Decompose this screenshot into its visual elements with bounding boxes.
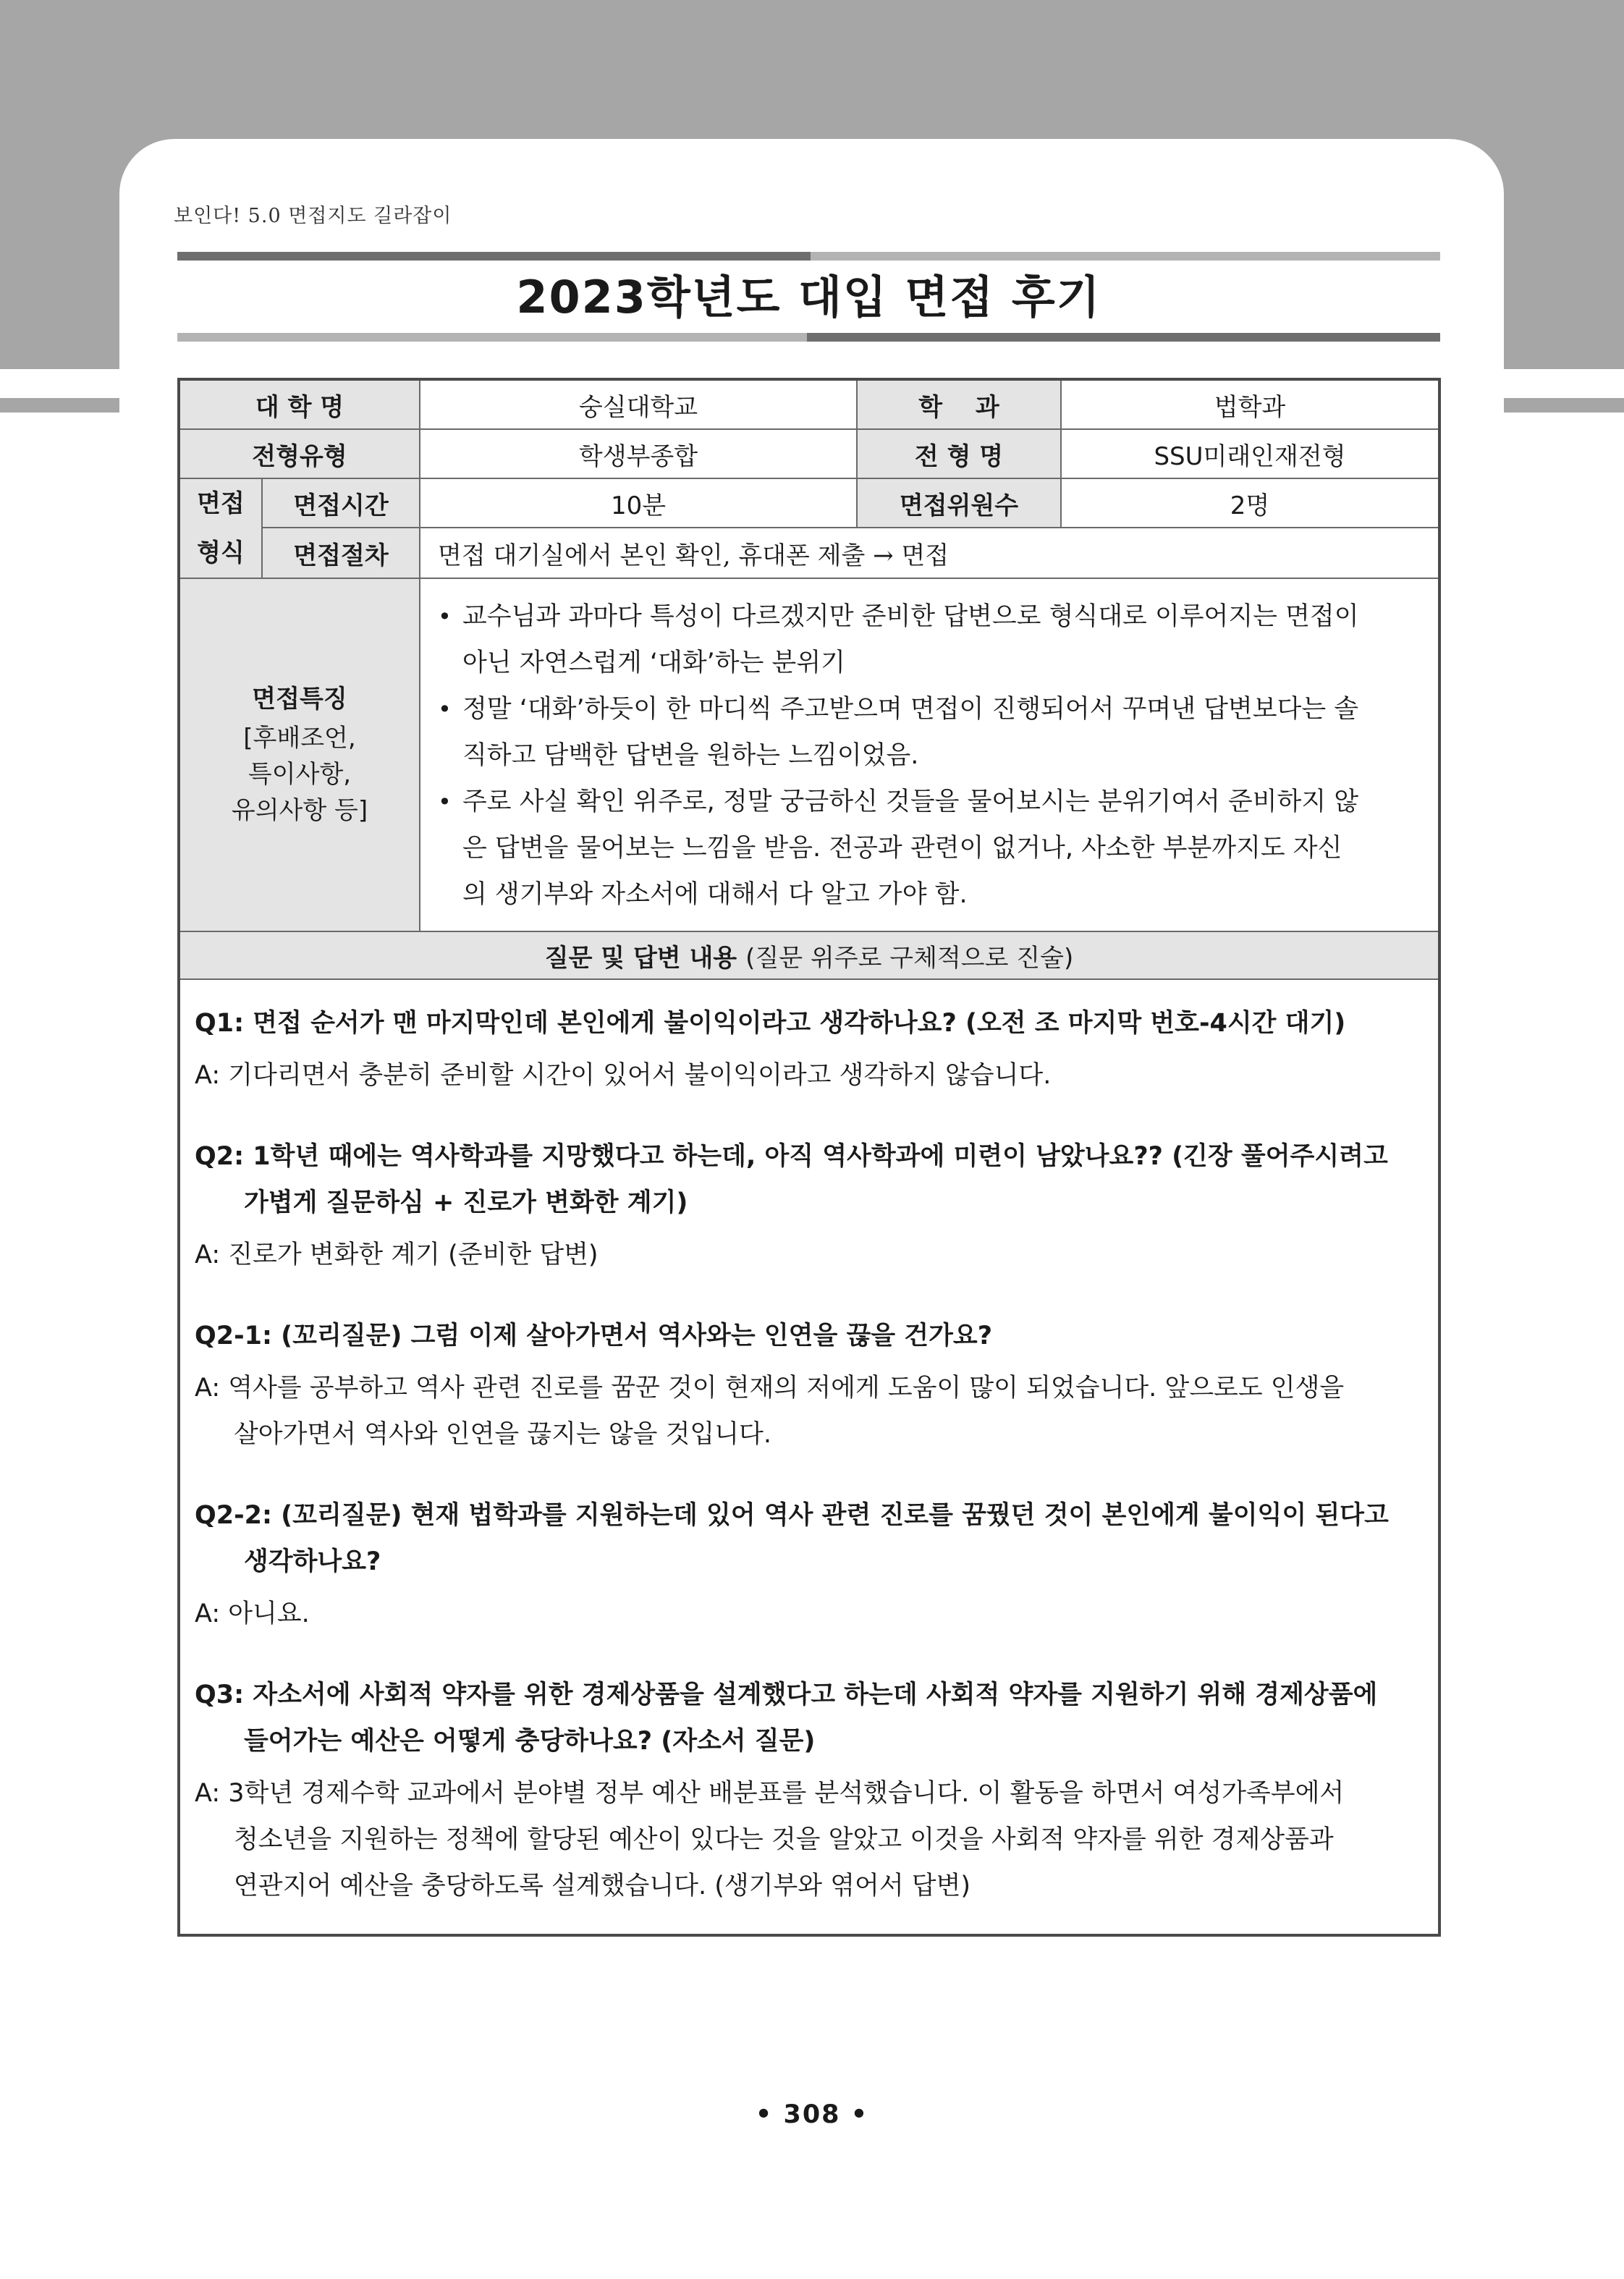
time-label: 면접시간 (263, 479, 420, 527)
question-line: Q3: 자소서에 사회적 약자를 위한 경제상품을 설계했다고 하는데 사회적 약자를 지원하기 위해 경제상품에 (195, 1680, 1378, 1709)
qa-item (195, 1492, 1424, 1637)
university-label: 대 학 명 (180, 381, 420, 428)
bullet-dot-icon: • (438, 788, 452, 816)
admission-type-label: 전형유형 (180, 430, 420, 478)
university-value: 숭실대학교 (420, 381, 858, 428)
answer-line: 연관지어 예산을 충당하도록 설계했습니다. (생기부와 엮어서 답변) (234, 1872, 971, 1900)
features-label-title: 면접특징 (252, 685, 347, 714)
title-rule-top (177, 252, 1440, 261)
answer-line: A: 역사를 공부하고 역사 관련 진로를 꿈꾼 것이 현재의 저에게 도움이 많이 되었습니다. 앞으로도 인생을 (195, 1374, 1345, 1403)
question (195, 1133, 1424, 1226)
features-label-line3: 특이사항, (248, 760, 352, 789)
format-label (180, 479, 263, 578)
question (195, 1492, 1424, 1585)
feature-line: 은 답변을 물어보는 느낌을 받음. 전공과 관련이 없거나, 사소한 부분까지도 자신 (462, 834, 1342, 863)
interviewers-value: 2명 (1062, 479, 1438, 527)
info-row-time (263, 479, 1438, 528)
admission-name-value: SSU미래인재전형 (1062, 430, 1438, 478)
admission-name-label: 전 형 명 (858, 430, 1062, 478)
format-subrows (263, 479, 1438, 578)
bullet-dot-icon: • (438, 603, 452, 630)
question-line: Q2-2: (꼬리질문) 현재 법학과를 지원하는데 있어 역사 관련 진로를 꿈꿨던 것이 본인에게 불이익이 된다고 (195, 1501, 1389, 1530)
answer-line: A: 3학년 경제수학 교과에서 분야별 정부 예산 배분표를 분석했습니다. 이 활동을 하면서 여성가족부에서 (195, 1779, 1345, 1808)
page-edge-tab-left (0, 398, 119, 413)
page-edge-tab-right (1504, 398, 1624, 413)
title-rule-bottom (177, 333, 1440, 342)
answer (195, 1232, 1424, 1278)
qa-item (195, 1672, 1424, 1909)
answer (195, 1770, 1424, 1909)
feature-bullet (438, 686, 1424, 779)
answer (195, 1365, 1424, 1458)
question-line: 가볍게 질문하심 + 진로가 변화한 계기) (244, 1188, 688, 1217)
department-value: 법학과 (1062, 381, 1438, 428)
format-label-line1: 면접 (197, 489, 245, 518)
qa-item (195, 1313, 1424, 1458)
info-row-admission (180, 430, 1438, 479)
feature-line: 주로 사실 확인 위주로, 정말 궁금하신 것들을 물어보시는 분위기여서 준비하지 않 (462, 787, 1359, 816)
feature-line: 정말 ‘대화’하듯이 한 마디씩 주고받으며 면접이 진행되어서 꾸며낸 답변보다는 솔 (462, 695, 1359, 724)
question-line: Q2-1: (꼬리질문) 그럼 이제 살아가면서 역사와는 인연을 끊을 건가요? (195, 1322, 993, 1350)
qa-section-header (180, 932, 1438, 980)
interview-info-table (177, 378, 1441, 1937)
answer-line: 청소년을 지원하는 정책에 할당된 예산이 있다는 것을 알았고 이것을 사회적 약자를 위한 경제상품과 (234, 1825, 1334, 1854)
feature-line: 아닌 자연스럽게 ‘대화’하는 분위기 (462, 648, 845, 677)
qa-header-title: 질문 및 답변 내용 (544, 943, 737, 973)
answer-line: A: 진로가 변화한 계기 (준비한 답변) (195, 1240, 599, 1269)
question-line: 들어가는 예산은 어떻게 충당하나요? (자소서 질문) (244, 1727, 816, 1756)
admission-type-value: 학생부종합 (420, 430, 858, 478)
page-number: • 308 • (755, 2100, 869, 2129)
question (195, 1672, 1424, 1764)
procedure-value: 면접 대기실에서 본인 확인, 휴대폰 제출 → 면접 (420, 528, 1438, 578)
info-row-university (180, 381, 1438, 430)
running-head: 보인다! 5.0 면접지도 길라잡이 (174, 205, 452, 227)
info-row-procedure (263, 528, 1438, 578)
qa-item (195, 1133, 1424, 1278)
feature-bullet (438, 779, 1424, 918)
features-label (180, 579, 420, 931)
features-list (420, 579, 1438, 931)
feature-bullet (438, 593, 1424, 686)
features-row (180, 579, 1438, 932)
answer (195, 1591, 1424, 1637)
answer-line: 살아가면서 역사와 인연을 끊지는 않을 것입니다. (234, 1420, 771, 1449)
answer-line: A: 아니요. (195, 1599, 310, 1628)
feature-line: 교수님과 과마다 특성이 다르겠지만 준비한 답변으로 형식대로 이루어지는 면접이 (462, 602, 1359, 631)
page-title: 2023학년도 대입 면접 후기 (516, 271, 1101, 324)
features-label-line2: [후배조언, (243, 724, 356, 753)
feature-line: 의 생기부와 자소서에 대해서 다 알고 가야 함. (462, 880, 968, 909)
question-line: Q1: 면접 순서가 맨 마지막인데 본인에게 불이익이라고 생각하나요? (오전 조 마지막 번호-4시간 대기) (195, 1009, 1346, 1038)
question-line: 생각하나요? (244, 1547, 381, 1576)
qa-header-note: (질문 위주로 구체적으로 진술) (745, 943, 1074, 973)
bullet-dot-icon: • (438, 695, 452, 723)
info-row-format (180, 479, 1438, 579)
time-value: 10분 (420, 479, 858, 527)
interviewers-label: 면접위원수 (858, 479, 1062, 527)
format-label-line2: 형식 (197, 538, 245, 567)
question (195, 1000, 1424, 1047)
feature-line: 직하고 담백한 답변을 원하는 느낌이었음. (462, 741, 919, 770)
qa-item (195, 1000, 1424, 1099)
question (195, 1313, 1424, 1359)
qa-list (180, 980, 1438, 1934)
features-label-line4: 유의사항 등] (231, 796, 368, 825)
answer-line: A: 기다리면서 충분히 준비할 시간이 있어서 불이익이라고 생각하지 않습니다. (195, 1061, 1052, 1090)
question-line: Q2: 1학년 때에는 역사학과를 지망했다고 하는데, 아직 역사학과에 미련이 남았나요?? (긴장 풀어주시려고 (195, 1142, 1388, 1171)
department-label: 학 과 (858, 381, 1062, 428)
answer (195, 1052, 1424, 1099)
procedure-label: 면접절차 (263, 528, 420, 578)
